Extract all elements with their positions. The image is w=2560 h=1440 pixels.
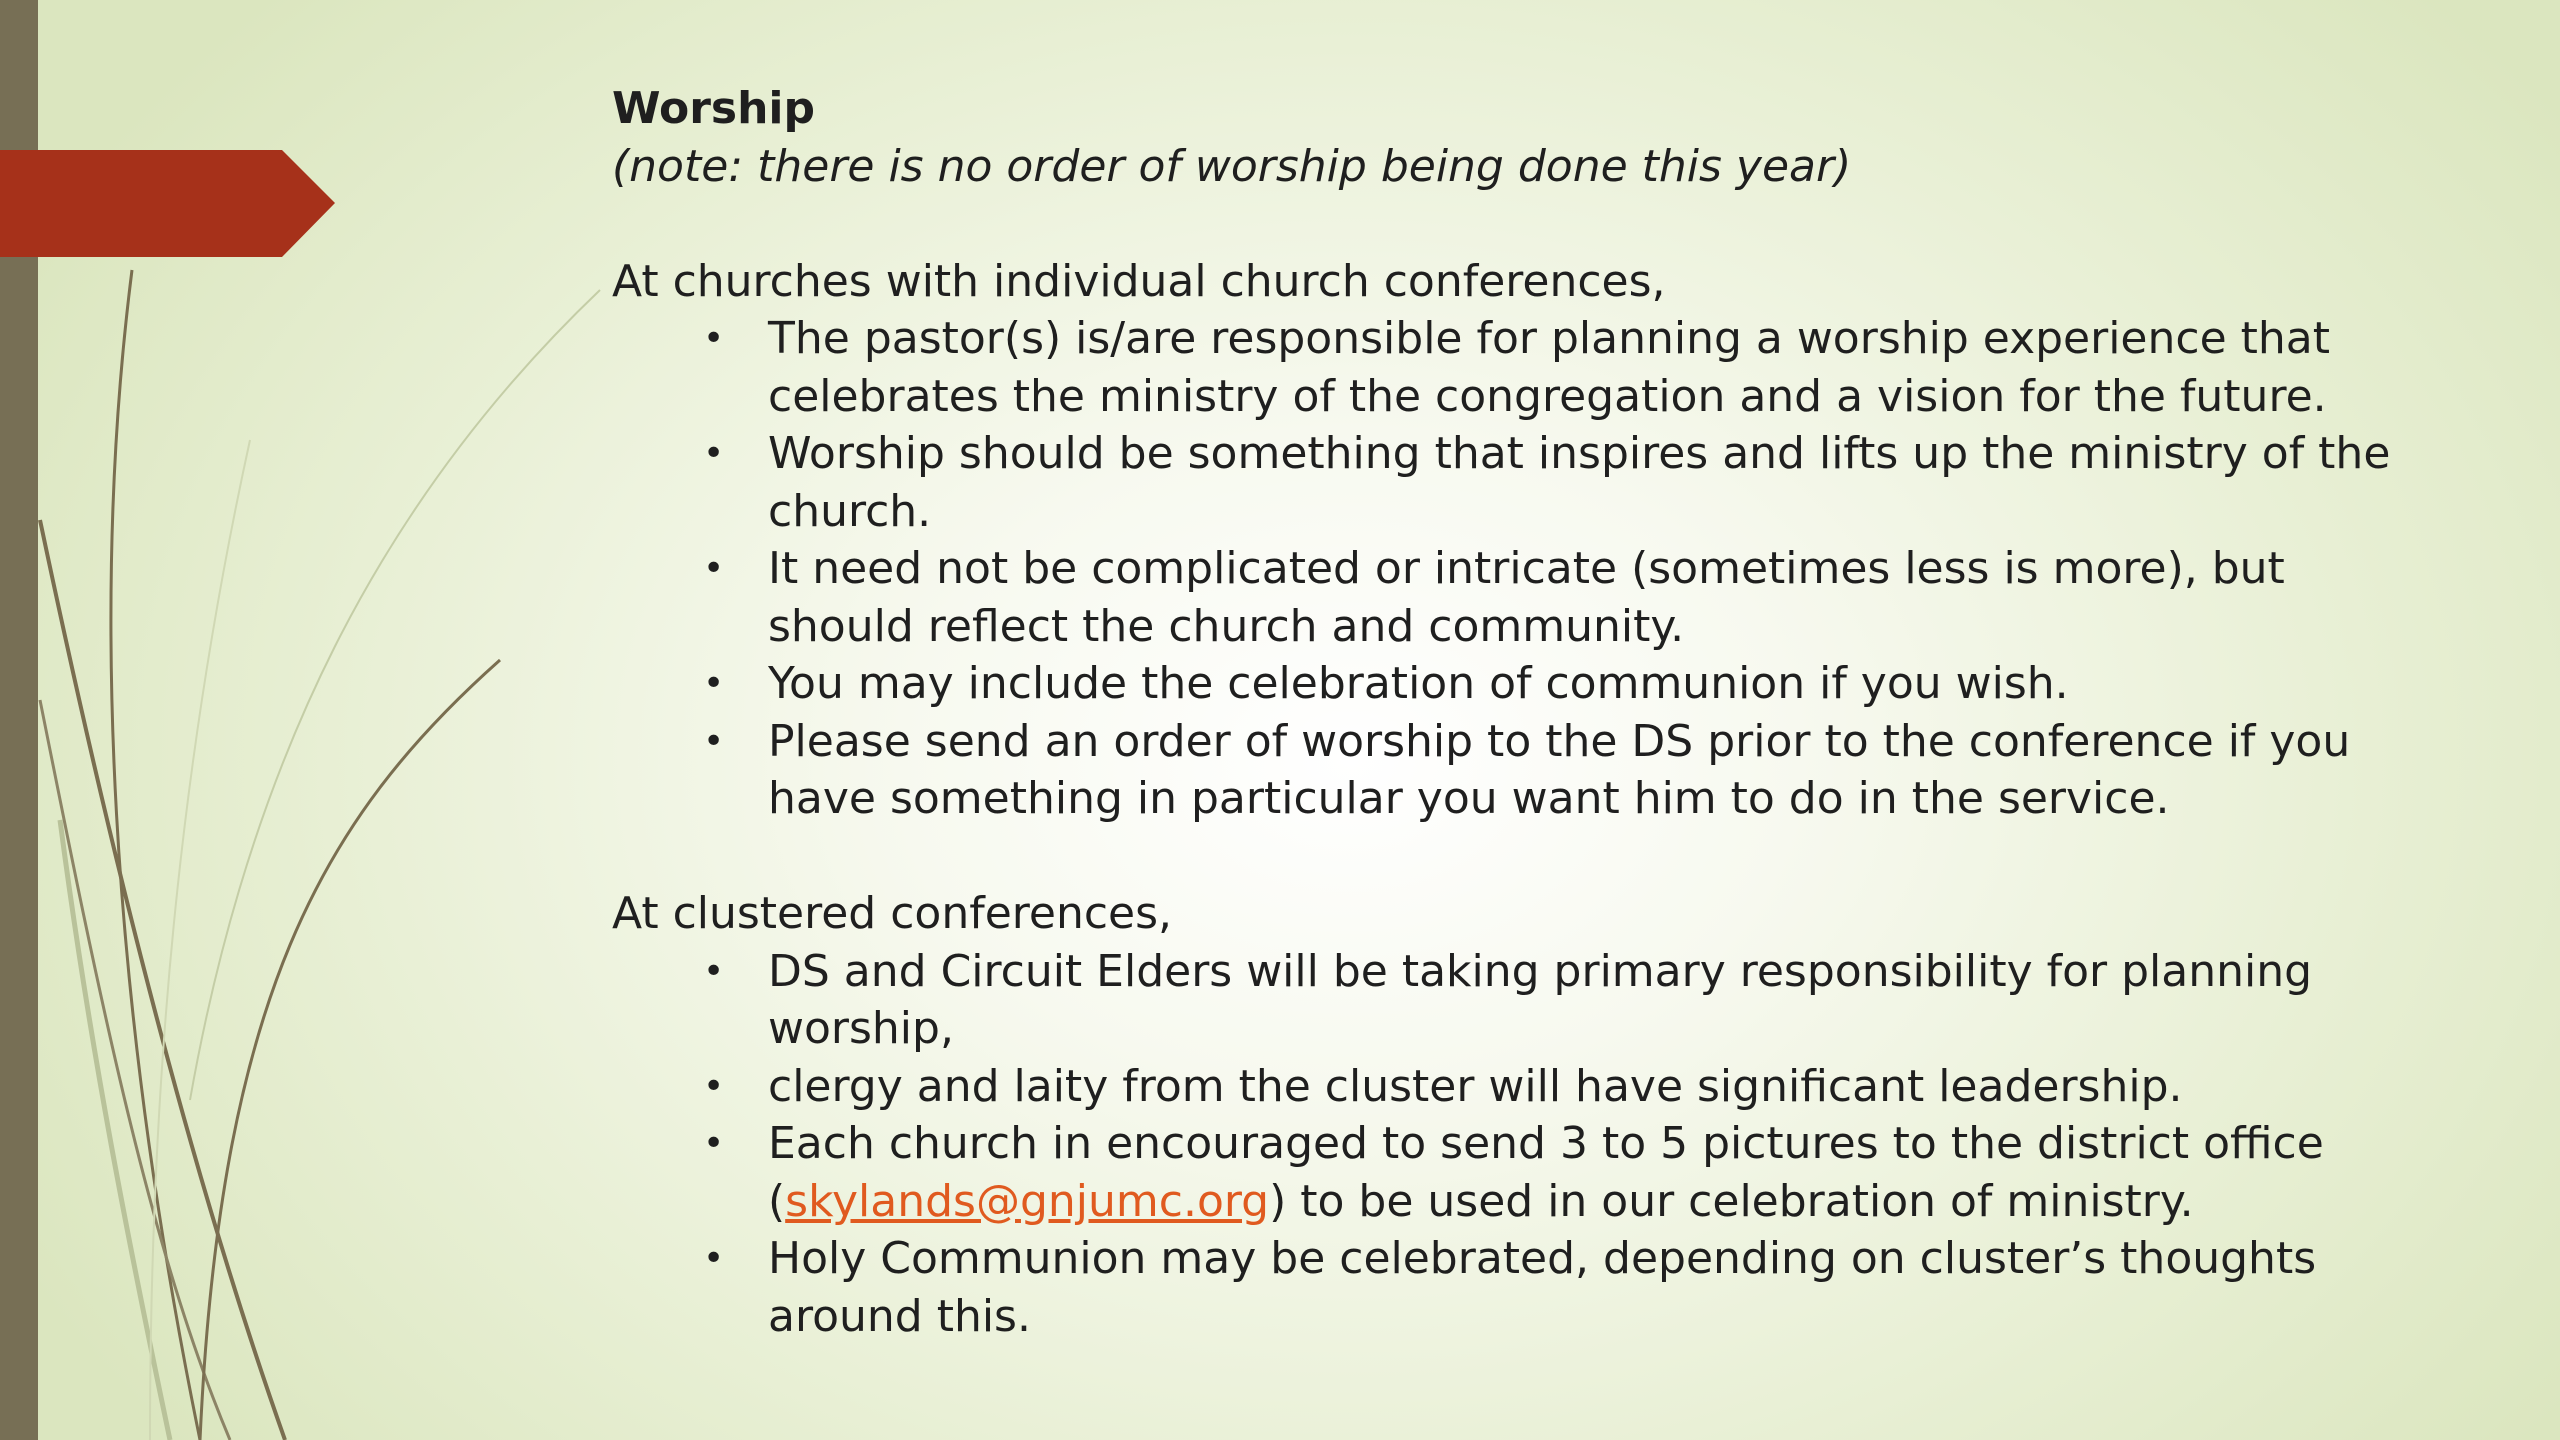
spacer xyxy=(612,195,2442,253)
email-link[interactable]: skylands@gnjumc.org xyxy=(785,1175,1270,1227)
email-bullet-before: Each church in encouraged to send 3 to 5 pictures to the district office ( xyxy=(768,1118,2324,1227)
section2-intro: At clustered conferences, xyxy=(612,888,1173,939)
list-item: • DS and Circuit Elders will be taking primary responsibility for planning worship, xyxy=(768,943,2442,1058)
list-item: • clergy and laity from the cluster will have significant leadership. xyxy=(768,1058,2442,1116)
spacer xyxy=(612,828,2442,886)
slide-title: Worship xyxy=(612,83,815,134)
section1-bullet-list xyxy=(612,310,2442,828)
list-item: • You may include the celebration of communion if you wish. xyxy=(768,655,2442,713)
list-item: • The pastor(s) is/are responsible for planning a worship experience that celebrates the ministry of the congregation and a vision for the future. xyxy=(768,310,2442,425)
list-item-email xyxy=(768,1115,2442,1230)
list-item: • Worship should be something that inspires and lifts up the ministry of the church. xyxy=(768,425,2442,540)
list-item: • Please send an order of worship to the DS prior to the conference if you have something in particular you want him to do in the service. xyxy=(768,713,2442,828)
list-item: • Holy Communion may be celebrated, depending on cluster’s thoughts around this. xyxy=(768,1230,2442,1345)
section2-bullet-list xyxy=(612,943,2442,1346)
section1-intro: At churches with individual church conferences, xyxy=(612,255,1666,307)
list-item: • It need not be complicated or intricate (sometimes less is more), but should reflect the church and community. xyxy=(768,540,2442,655)
arrow-tab-shape xyxy=(0,150,335,257)
slide-content xyxy=(612,80,2442,1345)
email-bullet-after: ) to be used in our celebration of ministry. xyxy=(1269,1175,2194,1227)
slide-note: (note: there is no order of worship being done this year) xyxy=(612,140,1852,192)
